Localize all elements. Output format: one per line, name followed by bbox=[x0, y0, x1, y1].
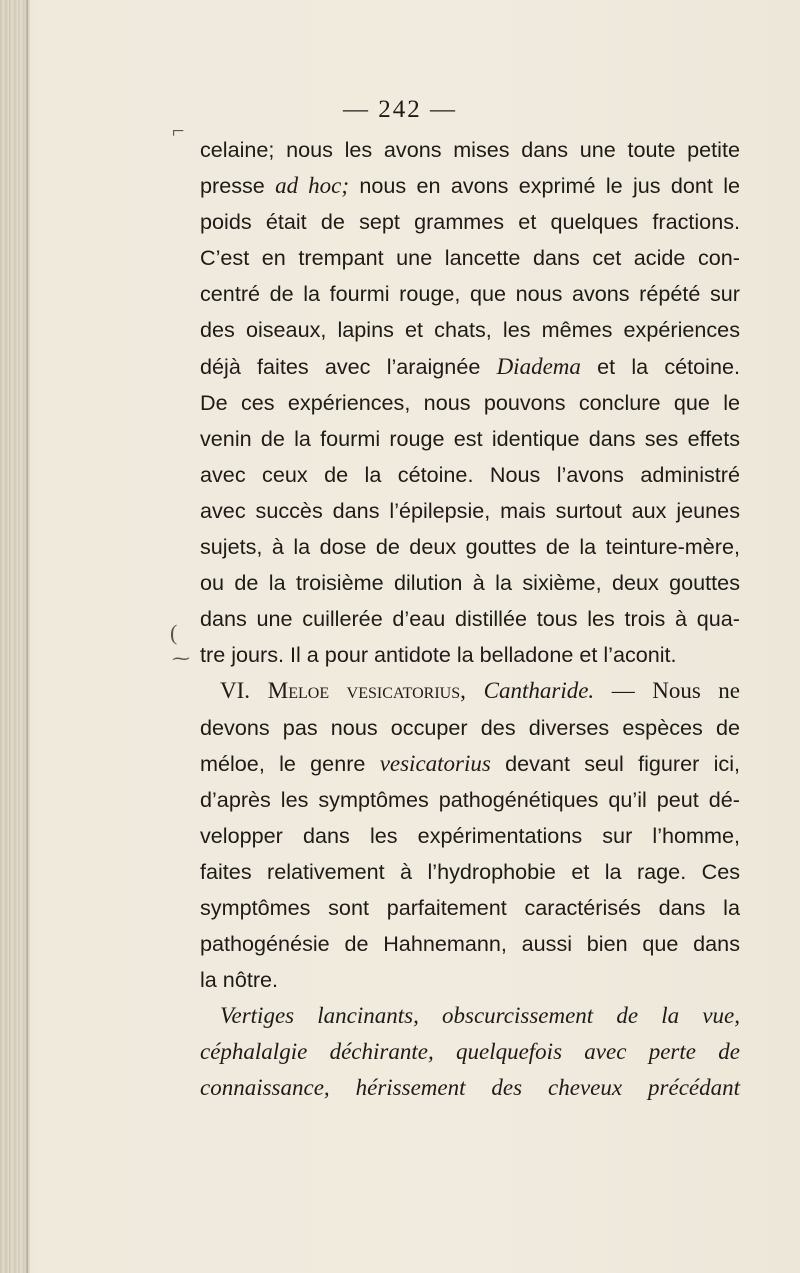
section-french-name: Cantharide. bbox=[483, 678, 595, 704]
text-segment: et la cétoine. bbox=[580, 353, 740, 379]
text-line: céphalalgie déchirante, quelquefois avec perte de bbox=[200, 1039, 740, 1065]
text-line: symptômes sont parfaitement caractérisés dans la bbox=[200, 894, 740, 920]
italic-term: vesicatorius bbox=[379, 750, 491, 776]
text-line: la nôtre. bbox=[200, 967, 279, 993]
binding-edge bbox=[0, 0, 30, 1273]
text-line: avec succès dans l’épilepsie, mais surtout aux jeunes bbox=[200, 497, 740, 523]
text-segment: méloe, le genre bbox=[200, 750, 380, 776]
text-line: faites relativement à l’hydrophobie et la rage. Ces bbox=[200, 858, 740, 884]
paragraph-symptoms bbox=[200, 998, 740, 1106]
text-line: venin de la fourmi rouge est identique dans ses effets bbox=[200, 425, 740, 451]
text-line bbox=[200, 349, 740, 385]
paragraph-fourmi bbox=[200, 132, 740, 673]
section-heading bbox=[200, 673, 740, 709]
text-line: ou de la troisième dilution à la sixième, deux gouttes bbox=[200, 570, 740, 596]
text-line: pathogénésie de Hahnemann, aussi bien que dans bbox=[200, 931, 740, 957]
text-line: des oiseaux, lapins et chats, les mêmes expériences bbox=[200, 317, 740, 343]
italic-term: Diadema bbox=[496, 353, 581, 379]
text-line: celaine; nous les avons mises dans une toute petite bbox=[200, 137, 740, 162]
margin-pencil-dash: ⁓ bbox=[172, 648, 190, 668]
text-line: De ces expériences, nous pouvons conclure que le bbox=[200, 389, 740, 415]
text-line: connaissance, hérissement des cheveux précédant bbox=[200, 1075, 740, 1101]
text-segment: déjà faites avec l’araignée bbox=[200, 353, 497, 379]
section-latin-name: Meloe vesicatorius, bbox=[267, 678, 466, 704]
text-line: devons pas nous occuper des diverses espèces de bbox=[200, 714, 740, 740]
text-line: avec ceux de la cétoine. Nous l’avons administré bbox=[200, 461, 740, 487]
text-line: velopper dans les expérimentations sur l’homme, bbox=[200, 822, 740, 848]
text-segment: presse bbox=[200, 173, 276, 199]
margin-pencil-mark: ⌐ bbox=[172, 118, 185, 143]
body-text bbox=[200, 132, 740, 1107]
margin-pencil-bracket: ( bbox=[170, 620, 178, 645]
text-line bbox=[200, 746, 740, 782]
italic-term: ad hoc; bbox=[275, 173, 350, 199]
text-line: dans une cuillerée d’eau distillée tous les trois à qua- bbox=[200, 606, 740, 632]
text-line: poids était de sept grammes et quelques fractions. bbox=[200, 209, 740, 235]
text-segment: nous en avons exprimé le jus dont le bbox=[349, 173, 741, 199]
section-number: VI. bbox=[220, 678, 251, 704]
text-line: Vertiges lancinants, obscurcissement de la vue, bbox=[220, 1003, 740, 1029]
text-line: centré de la fourmi rouge, que nous avons répété sur bbox=[200, 281, 740, 307]
text-line: tre jours. Il a pour antidote la belladone et l’aconit. bbox=[200, 642, 677, 668]
text-line: sujets, à la dose de deux gouttes de la teinture-mère, bbox=[200, 534, 740, 560]
text-line: d’après les symptômes pathogénétiques qu’il peut dé- bbox=[200, 786, 740, 812]
text-line: C’est en trempant une lancette dans cet acide con- bbox=[200, 245, 740, 271]
text-line bbox=[200, 168, 740, 204]
text-segment: devant seul figurer ici, bbox=[490, 750, 740, 776]
section-heading-rest: — Nous ne bbox=[594, 678, 740, 704]
paragraph-meloe bbox=[200, 710, 740, 999]
page-number: — 242 — bbox=[343, 96, 457, 123]
